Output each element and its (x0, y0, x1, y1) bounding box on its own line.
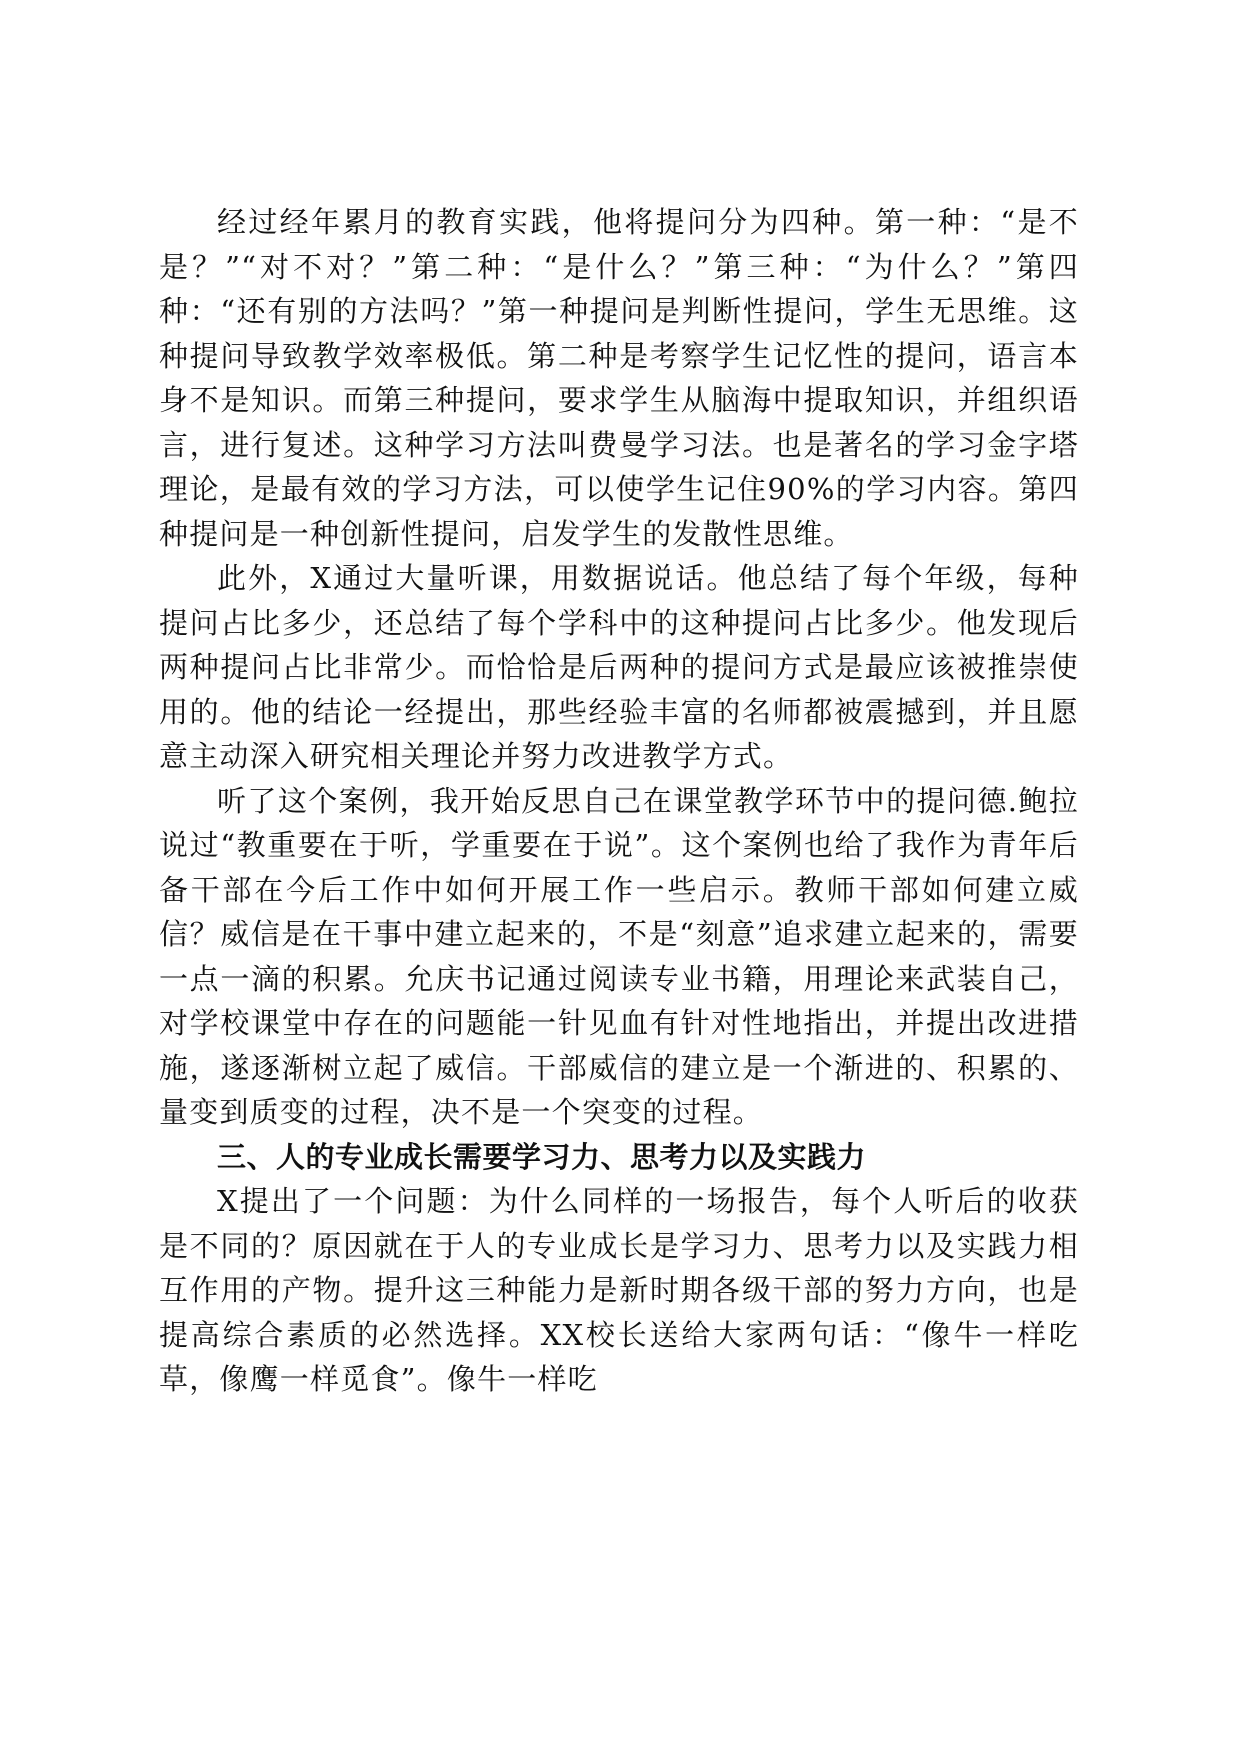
paragraph-data-analysis: 此外，X通过大量听课，用数据说话。他总结了每个年级，每种提问占比多少，还总结了每个学科中的这种提问占比多少。他发现后两种提问占比非常少。而恰恰是后两种的提问方式是最应该被推崇使用的。他的结论一经提出，那些经验丰富的名师都被震撼到，并且愿意主动深入研究相关理论并努力改进教学方式。 (159, 561, 1079, 773)
paragraph-questioning-types: 经过经年累月的教育实践，他将提问分为四种。第一种：“是不是？”“对不对？”第二种：“是什么？”第三种：“为什么？”第四种：“还有别的方法吗？”第一种提问是判断性提问，学生无思维。这种提问导致教学效率极低。第二种是考察学生记忆性的提问，语言本身不是知识。而第三种提问，要求学生从脑海中提取知识，并组织语言，进行复述。这种学习方法叫费曼学习法。也是著名的学习金字塔理论，是最有效的学习方法，可以使学生记住90%的学习内容。第四种提问是一种创新性提问，启发学生的发散性思维。 (159, 205, 1079, 551)
section-heading: 三、人的专业成长需要学习力、思考力以及实践力 (217, 1139, 867, 1174)
paragraph-professional-growth: X提出了一个问题：为什么同样的一场报告，每个人听后的收获是不同的？原因就在于人的专业成长是学习力、思考力以及实践力相互作用的产物。提升这三种能力是新时期各级干部的努力方向，也是提高综合素质的必然选择。XX校长送给大家两句话：“像牛一样吃草，像鹰一样觅食”。像牛一样吃 (159, 1184, 1079, 1396)
paragraph-reflection: 听了这个案例，我开始反思自己在课堂教学环节中的提问德.鲍拉说过“教重要在于听，学重要在于说”。这个案例也给了我作为青年后备干部在今后工作中如何开展工作一些启示。教师干部如何建立威信？威信是在干事中建立起来的，不是“刻意”追求建立起来的，需要一点一滴的积累。允庆书记通过阅读专业书籍，用理论来武装自己，对学校课堂中存在的问题能一针见血有针对性地指出，并提出改进措施，遂逐渐树立起了威信。干部威信的建立是一个渐进的、积累的、量变到质变的过程，决不是一个突变的过程。 (159, 783, 1079, 1129)
document-body (159, 200, 1079, 1402)
